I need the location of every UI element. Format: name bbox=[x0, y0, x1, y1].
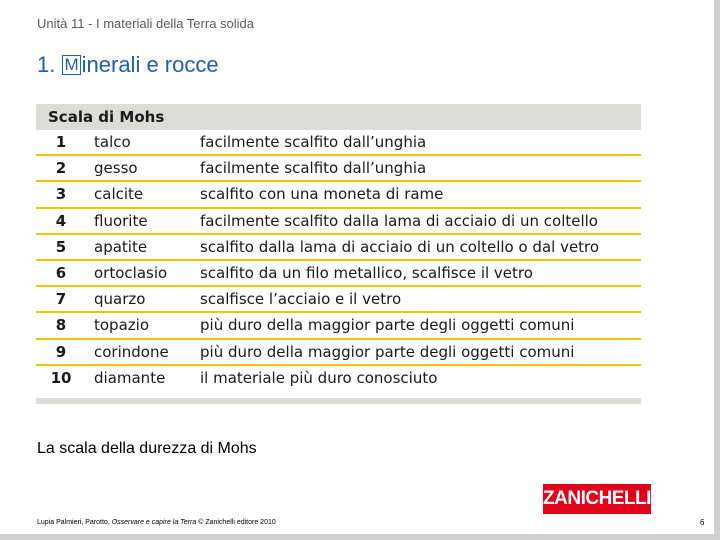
mineral-name: corindone bbox=[86, 339, 200, 365]
mineral-description: scalfisce l’acciaio e il vetro bbox=[200, 286, 641, 312]
table-row bbox=[36, 286, 641, 312]
unit-header: Unità 11 - I materiali della Terra solida bbox=[37, 16, 255, 31]
table-row bbox=[36, 312, 641, 338]
mineral-description: scalfito dalla lama di acciaio di un coltello o dal vetro bbox=[200, 234, 641, 260]
title-prefix: 1. bbox=[37, 52, 62, 77]
table-row bbox=[36, 339, 641, 365]
mineral-name: ortoclasio bbox=[86, 260, 200, 286]
mineral-name: topazio bbox=[86, 312, 200, 338]
hardness-number: 2 bbox=[36, 155, 86, 181]
mineral-description: più duro della maggior parte degli oggetti comuni bbox=[200, 339, 641, 365]
table-row bbox=[36, 234, 641, 260]
table-row bbox=[36, 155, 641, 181]
footer-credit bbox=[37, 519, 276, 526]
mineral-description: facilmente scalfito dalla lama di acciaio di un coltello bbox=[200, 208, 641, 234]
hardness-number: 7 bbox=[36, 286, 86, 312]
mineral-name: fluorite bbox=[86, 208, 200, 234]
mineral-description: scalfito da un filo metallico, scalfisce il vetro bbox=[200, 260, 641, 286]
title-rest: inerali e rocce bbox=[81, 52, 219, 77]
title-glyph: M bbox=[64, 55, 79, 74]
footer-authors: Lupia Palmieri, Parotto, bbox=[37, 519, 112, 526]
mineral-description: il materiale più duro conosciuto bbox=[200, 368, 438, 387]
hardness-number: 1 bbox=[36, 130, 86, 155]
zanichelli-logo: ZANICHELLI bbox=[543, 484, 651, 514]
table-row bbox=[36, 208, 641, 234]
mineral-name: gesso bbox=[86, 155, 200, 181]
footer-publisher: © Zanichelli editore 2010 bbox=[196, 519, 276, 526]
mineral-name: diamante bbox=[94, 368, 166, 387]
hardness-number: 10 bbox=[50, 368, 72, 387]
page-number: 6 bbox=[700, 518, 705, 527]
table-heading: Scala di Mohs bbox=[36, 104, 641, 130]
table-row bbox=[36, 181, 641, 207]
mineral-name: apatite bbox=[86, 234, 200, 260]
mineral-description: facilmente scalfito dall’unghia bbox=[200, 155, 641, 181]
hardness-number: 6 bbox=[36, 260, 86, 286]
hardness-number: 5 bbox=[36, 234, 86, 260]
figure-caption: La scala della durezza di Mohs bbox=[37, 440, 257, 457]
table-row bbox=[36, 130, 641, 155]
mohs-scale-table bbox=[36, 104, 641, 390]
mineral-description: più duro della maggior parte degli oggetti comuni bbox=[200, 312, 641, 338]
hardness-number: 4 bbox=[36, 208, 86, 234]
hardness-number: 9 bbox=[36, 339, 86, 365]
table-header-row bbox=[36, 104, 641, 130]
table-bottom-bar bbox=[36, 398, 641, 404]
hardness-number: 8 bbox=[36, 312, 86, 338]
table-row bbox=[36, 260, 641, 286]
hardness-number: 3 bbox=[36, 181, 86, 207]
table-row bbox=[36, 365, 641, 390]
footer-book-title: Osservare e capire la Terra bbox=[111, 519, 197, 526]
mineral-description: scalfito con una moneta di rame bbox=[200, 181, 641, 207]
mineral-description: facilmente scalfito dall’unghia bbox=[200, 130, 641, 155]
mineral-name: talco bbox=[86, 130, 200, 155]
slide-title bbox=[37, 52, 219, 78]
mineral-name: calcite bbox=[86, 181, 200, 207]
mineral-name: quarzo bbox=[86, 286, 200, 312]
